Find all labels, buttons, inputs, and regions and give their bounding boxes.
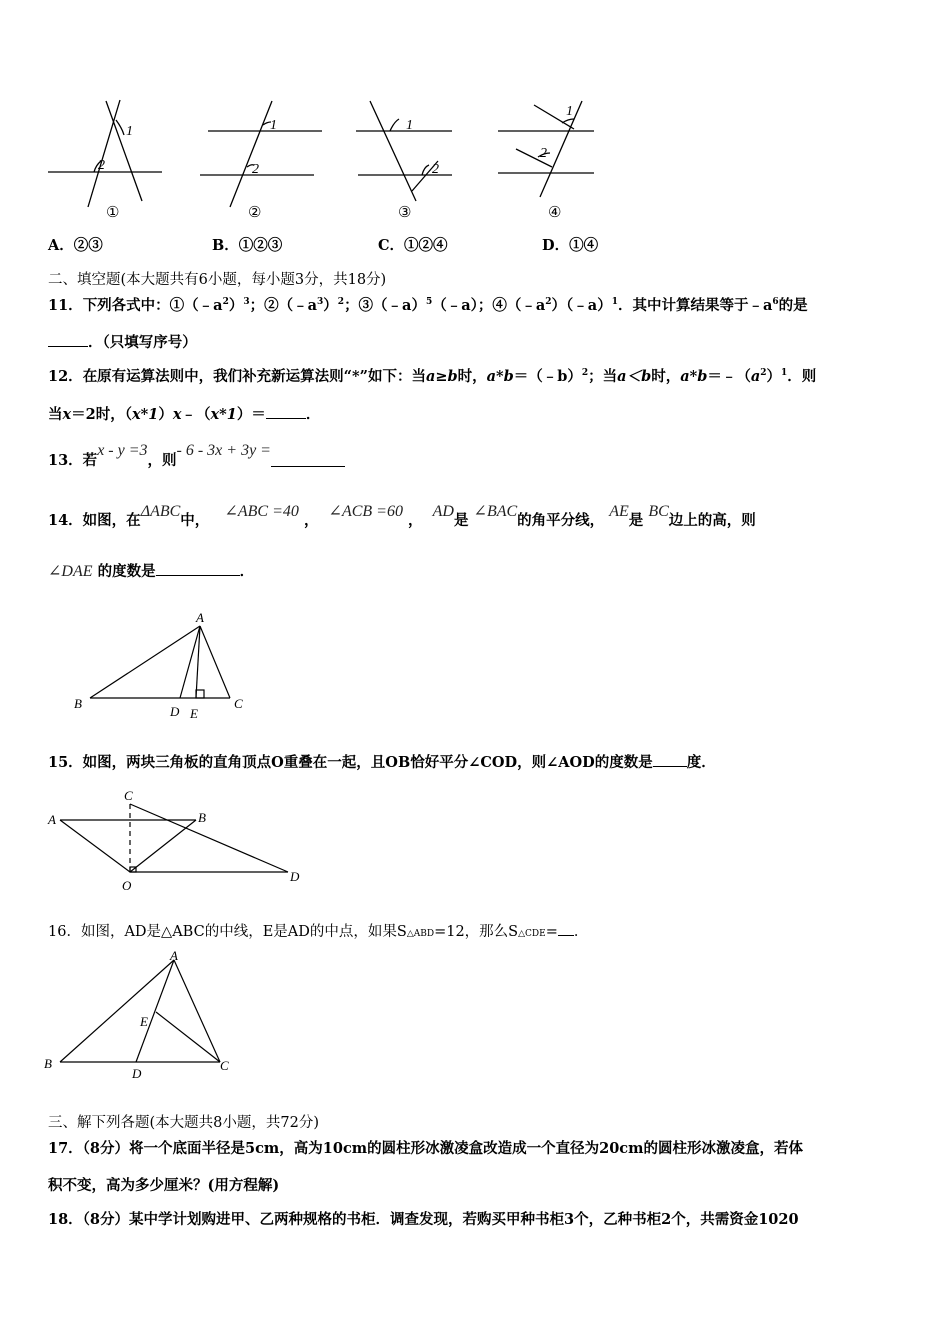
- q14-line1: 14．如图，在ΔABC中， ∠ABC =40 ， ∠ACB =60 ， AD是 ∠BAC的角平分线， AE是 BC边上的高，则: [48, 503, 756, 529]
- q14-label-b: B: [74, 696, 82, 711]
- q11-answer-blank[interactable]: [48, 332, 88, 347]
- fig1-line-a: [106, 101, 142, 201]
- fig4-angle-1: 1: [566, 104, 573, 119]
- q15-label-a: A: [48, 812, 56, 827]
- q16-label-c: C: [220, 1058, 229, 1073]
- q16-label-d: D: [132, 1066, 142, 1081]
- section-2-heading: 二、填空题(本大题共有6小题，每小题3分，共18分): [48, 272, 387, 288]
- q13-answer-blank[interactable]: [271, 452, 345, 467]
- section-3-heading: 三、解下列各题(本大题共8小题，共72分): [48, 1115, 319, 1131]
- q14-label-a: A: [196, 610, 204, 625]
- option-c[interactable]: C．①②④: [378, 237, 448, 254]
- q17-line1: 17．（8分）将一个底面半径是5cm，高为10cm的圆柱形冰激凌盒改造成一个直径为20cm的圆柱形冰激凌盒，若体: [48, 1140, 803, 1157]
- q16-label-a: A: [170, 948, 178, 963]
- q17-line2: 积不变，高为多少厘米？(用方程解): [48, 1177, 280, 1194]
- fig3-transversal: [370, 101, 416, 201]
- q14-figure: [68, 610, 258, 725]
- fig2-angle-2: 2: [252, 162, 259, 177]
- fig1-angle-2: 2: [98, 158, 105, 173]
- q16-side-ab: [60, 960, 174, 1062]
- q14-answer-blank[interactable]: [156, 561, 240, 576]
- q13-line: 13．若x - y =3，则- 6 - 3x + 3y =: [48, 446, 345, 467]
- q18-line1: 18．（8分）某中学计划购进甲、乙两种规格的书柜．调查发现，若购买甲种书柜3个，乙种书柜2个，共需资金1020: [48, 1211, 799, 1228]
- fig3-angle-2: 2: [432, 162, 439, 177]
- q14-side-ac: [200, 626, 230, 698]
- q12-answer-blank[interactable]: [266, 404, 306, 419]
- fig2-label: ②: [248, 205, 262, 221]
- q16-line: 16．如图，AD是△ABC的中线，E是AD的中点，如果S△ABD=12，那么S△CDE= ．: [48, 921, 588, 944]
- q14-label-e: E: [190, 706, 198, 721]
- q15-label-b: B: [198, 810, 206, 825]
- fig4-angle-2: 2: [540, 146, 547, 161]
- q15-figure: [44, 786, 314, 896]
- q15-answer-blank[interactable]: [653, 752, 687, 767]
- fig1-label: ①: [106, 205, 120, 221]
- q15-line: 15．如图，两块三角板的直角顶点O重叠在一起，且OB恰好平分∠COD，则∠AOD的度数是 度．: [48, 754, 716, 771]
- q12-line2: 当x＝2时，（x*1）x﹣（x*1）＝ ．: [48, 406, 321, 423]
- q11-line2: ．（只填写序号）: [48, 332, 197, 353]
- q15-label-o: O: [122, 878, 132, 893]
- q16-figure: [40, 948, 240, 1083]
- q12-line1: 12．在原有运算法则中，我们补充新运算法则“*”如下：当a≥b时，a*b＝（﹣b）$^2$；当a＜b时，$a*b=﹣(a^2)^1$．则: [48, 368, 817, 385]
- option-a[interactable]: A．②③: [48, 237, 103, 254]
- q10-figures: [40, 95, 620, 225]
- q15-line-cd: [130, 804, 288, 872]
- q16-segment-ec: [156, 1012, 220, 1062]
- q16-side-ac: [174, 960, 220, 1062]
- fig4-label: ④: [548, 205, 562, 221]
- fig3-label: ③: [398, 205, 412, 221]
- q16-answer-blank[interactable]: [558, 921, 574, 936]
- q14-right-angle-mark: [196, 690, 204, 698]
- fig3-angle-1: 1: [406, 118, 413, 133]
- option-b[interactable]: B．①②③: [212, 237, 283, 254]
- q14-line2: ∠DAE 的度数是 ．: [48, 563, 255, 580]
- q16-label-b: B: [44, 1056, 52, 1071]
- q15-label-d: D: [290, 869, 300, 884]
- q14-label-d: D: [170, 704, 180, 719]
- q15-line-ao: [60, 820, 130, 872]
- fig1-line-b: [88, 100, 120, 207]
- q11-line1: 11．下列各式中：$①(﹣a^2)^3$；$②(﹣a^3)^2$；③（﹣a）$^5$（﹣a）；$④(﹣a^2)(﹣a)^1$．其中计算结果等于$﹣a^6$的是: [48, 297, 808, 314]
- q14-label-c: C: [234, 696, 243, 711]
- option-d[interactable]: D．①④: [542, 237, 599, 254]
- q15-line-ob: [130, 820, 196, 872]
- fig2-transversal: [230, 101, 272, 207]
- fig2-angle-1: 1: [270, 118, 277, 133]
- fig1-angle-1: 1: [126, 124, 133, 139]
- q16-label-e: E: [140, 1014, 148, 1029]
- q15-label-c: C: [124, 788, 133, 803]
- q16-median-ad: [136, 960, 174, 1062]
